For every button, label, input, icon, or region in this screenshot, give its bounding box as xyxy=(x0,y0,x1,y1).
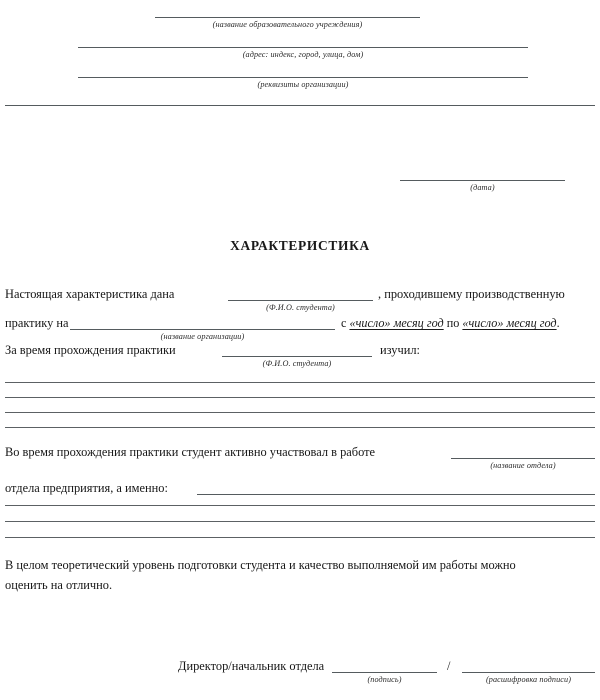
line2-prefix: практику на xyxy=(5,316,69,330)
conclusion-line-b: оценить на отлично. xyxy=(5,578,113,592)
signature-role-label: Директор/начальник отдела xyxy=(178,659,325,673)
practice-date-range[interactable] xyxy=(341,316,560,331)
signature-name-caption: (расшифровка подписи) xyxy=(485,675,572,684)
student-name-rule-2[interactable] xyxy=(222,356,372,357)
date-rule[interactable] xyxy=(400,180,565,181)
blank-write-line[interactable] xyxy=(5,412,595,413)
line1-suffix: , проходившему производственную xyxy=(378,287,565,301)
organization-name-rule[interactable] xyxy=(70,329,335,330)
department-name-rule[interactable] xyxy=(451,458,595,459)
institution-name-rule[interactable] xyxy=(155,17,420,18)
organization-details-caption: (реквизиты организации) xyxy=(257,80,349,89)
page-title: ХАРАКТЕРИСТИКА xyxy=(230,238,370,253)
student-name-rule-1[interactable] xyxy=(228,300,373,301)
conclusion-line-a: В целом теоретический уровень подготовки студента и качество выполняемой им работы можно xyxy=(5,558,516,572)
signature-rule[interactable] xyxy=(332,672,437,673)
date-to-label: по xyxy=(446,316,460,330)
line5-prefix: отдела предприятия, а именно: xyxy=(5,481,168,495)
blank-write-line[interactable] xyxy=(5,427,595,428)
address-rule[interactable] xyxy=(78,47,528,48)
line3-suffix: изучил: xyxy=(380,343,420,357)
department-detail-rule[interactable] xyxy=(197,494,595,495)
date-caption: (дата) xyxy=(470,183,495,192)
organization-name-caption: (название организации) xyxy=(160,332,245,341)
line1-prefix: Настоящая характеристика дана xyxy=(5,287,175,301)
line3-prefix: За время прохождения практики xyxy=(5,343,176,357)
address-caption: (адрес: индекс, город, улица, дом) xyxy=(242,50,364,59)
student-name-caption-2: (Ф.И.О. студента) xyxy=(262,359,332,368)
blank-write-line[interactable] xyxy=(5,537,595,538)
signature-caption: (подпись) xyxy=(367,675,402,684)
blank-write-line[interactable] xyxy=(5,521,595,522)
blank-write-line[interactable] xyxy=(5,382,595,383)
blank-write-line[interactable] xyxy=(5,505,595,506)
line4-prefix: Во время прохождения практики студент активно участвовал в работе xyxy=(5,445,376,459)
organization-details-rule[interactable] xyxy=(78,77,528,78)
date-range-period: . xyxy=(556,316,560,330)
header-separator-rule xyxy=(5,105,595,106)
department-name-caption: (название отдела) xyxy=(490,461,556,470)
date-from-label: с xyxy=(341,316,347,330)
student-name-caption-1: (Ф.И.О. студента) xyxy=(266,303,335,312)
date-to-value: «число» месяц год xyxy=(462,316,557,330)
blank-write-line[interactable] xyxy=(5,397,595,398)
institution-name-caption: (название образовательного учреждения) xyxy=(212,20,363,29)
date-from-value: «число» месяц год xyxy=(349,316,444,330)
signature-separator: / xyxy=(447,659,451,673)
signature-name-rule[interactable] xyxy=(462,672,595,673)
